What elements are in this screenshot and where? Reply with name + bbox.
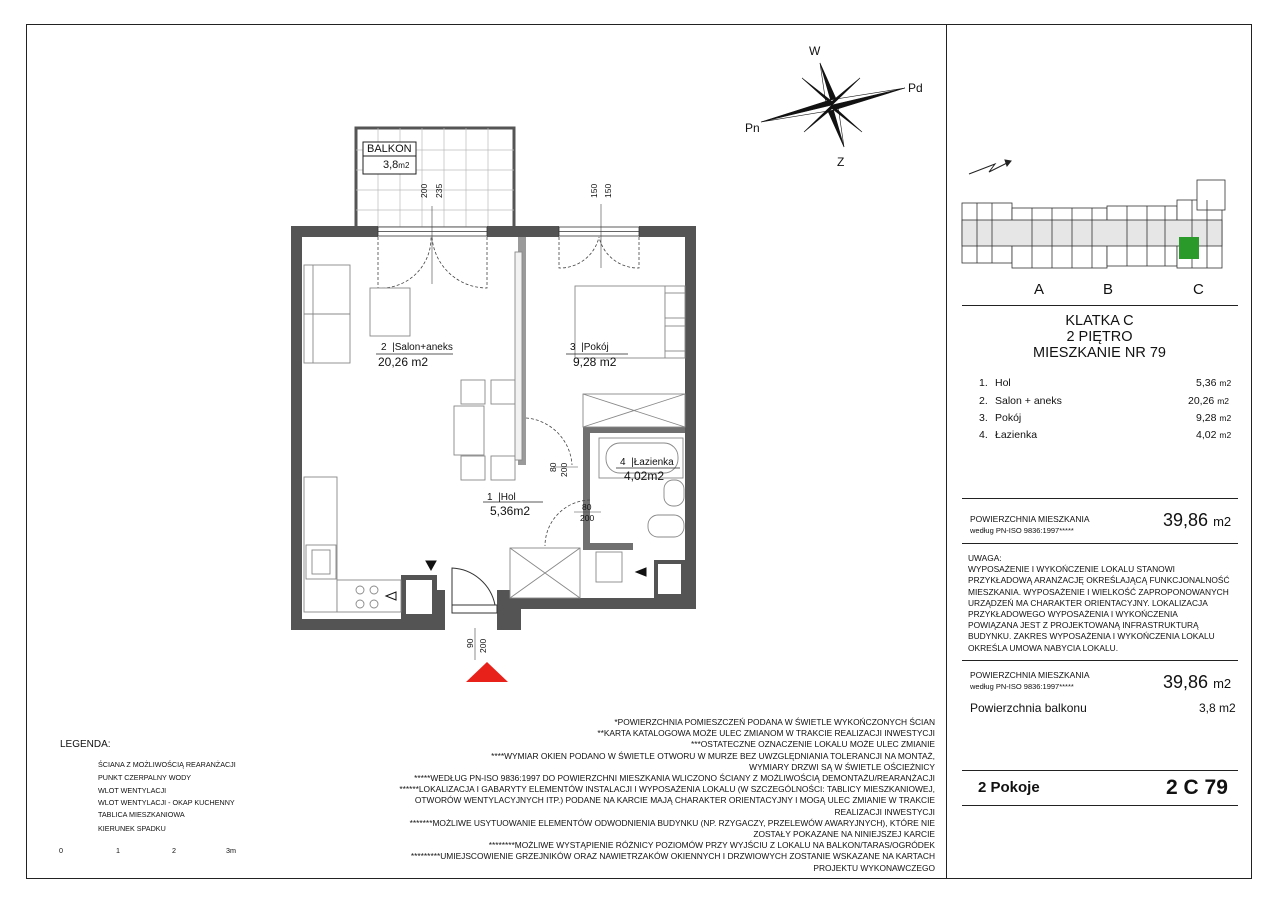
uwaga-note — [968, 553, 1248, 654]
scale-tick: 3m — [226, 846, 236, 855]
legend-item: PUNKT CZERPALNY WODY — [98, 773, 192, 782]
room-list-num: 1. — [979, 377, 988, 389]
room-list-name: Salon + aneks — [995, 395, 1062, 407]
legend-item: WLOT WENTYLACJI — [98, 786, 167, 795]
uwaga-line: WYPOSAŻENIE I WYKOŃCZENIE LOKALU STANOWI — [968, 564, 1175, 575]
dim-hol-door-a: 80 — [548, 462, 558, 472]
entry-door — [452, 568, 497, 613]
balcony-area-label: Powierzchnia balkonu — [970, 701, 1087, 715]
uwaga-line: PRZYKŁADOWEGO WYPOSAŻENIA I WYKOŃCZENIA — [968, 609, 1178, 620]
footnote: *POWIERZCHNIA POMIESZCZEŃ PODANA W ŚWIETLE WYKOŃCZONYCH ŚCIAN — [614, 717, 935, 727]
footnote: OTWORÓW WENTYLACYJNYCH ITP.) PODANE NA KARCIE MAJĄ CHARAKTER ORIENTACYJNY I MOGĄ ULEC ZMIANIE W TRAKCIE — [414, 795, 935, 806]
dim-bath-door-a: 80 — [582, 502, 592, 512]
key-plan — [947, 140, 1252, 310]
footnotes — [375, 717, 935, 874]
unit-header — [947, 313, 1252, 361]
section-b: B — [1103, 281, 1114, 298]
footnote: REALIZACJI INWESTYCJI — [834, 806, 935, 817]
footnote: ******LOKALIZACJA I GABARYTY ELEMENTÓW INSTALACJI I WYPOSAŻENIA LOKALU (W SZCZEGÓLNOŚCI: TABLICY MIESZKANIOWEJ, — [399, 784, 935, 795]
uwaga-title: UWAGA: — [968, 553, 1002, 563]
rooms-count: 2 Pokoje — [978, 779, 1040, 796]
room-list-name: Łazienka — [995, 429, 1038, 441]
footnote: ***OSTATECZNE OZNACZENIE LOKALU MOŻE ULEC ZMIANIE — [691, 739, 935, 750]
uwaga-line: OKREŚLA UMOWA NABYCIA LOKALU. — [968, 642, 1119, 653]
room-list-name: Hol — [995, 377, 1011, 389]
footnote: ****WYMIAR OKIEN PODANO W ŚWIETLE OTWORU W MURZE BEZ UWZGLĘDNIANIA TOLERANCJI NA MONTAŻ, — [491, 750, 935, 761]
footnote: ********MOŻLIWE WYSTĄPIENIE RÓŻNICY POZIOMÓW PRZY WYJŚCIU Z LOKALU NA BALKON/TARAS/OGRÓDEK — [488, 840, 935, 851]
footnote: *******MOŻLIWE USYTUOWANIE ELEMENTÓW ODWODNIENIA BUDYNKU (NP. RZYGACZY, PRZELEWÓW AWARYJNYCH), KTÓRE NIE — [409, 817, 935, 828]
footnote: WYMIARY DRZWI SĄ W ŚWIETLE OŚCIEŻNICY — [749, 761, 935, 772]
room-label-pokoj: 3 |Pokój — [570, 342, 609, 353]
uwaga-line: PRZYKŁADOWĄ ARANŻACJĘ OKREŚLAJĄCĄ FUNKCJONALNOŚĆ — [968, 575, 1230, 586]
unit-highlight — [1179, 237, 1199, 259]
header-line: 2 PIĘTRO — [1066, 329, 1133, 345]
legend-item: KIERUNEK SPADKU — [98, 824, 166, 833]
uwaga-line: MIESZKANIA. WYPOSAŻENIE I WIELKOŚĆ ZAPROPONOWANYCH — [968, 586, 1229, 597]
room-list-area: 9,28 m2 — [1196, 412, 1232, 424]
unit-code: 2 C 79 — [1166, 776, 1228, 799]
footnote: *****WEDŁUG PN-ISO 9836:1997 DO POWIERZCHNI MIESZKANIA WLICZONO ŚCIANY Z MOŻLIWOŚCIĄ DEMONTAŻU/REARANŻACJI — [414, 773, 935, 784]
room-label-hol: 1 |Hol — [487, 492, 516, 503]
room-list-num: 2. — [979, 395, 988, 407]
footnote: ZOSTAŁY POKAZANE NA NINIEJSZEJ KARCIE — [753, 829, 935, 840]
balcony-area: 3,8m2 — [383, 159, 410, 171]
dim-hol-door-b: 200 — [559, 462, 569, 477]
section-a: A — [1034, 281, 1045, 298]
dim-window-b: 150 — [603, 183, 613, 198]
room-list-num: 3. — [979, 412, 988, 424]
dim-entry-b: 200 — [478, 638, 488, 653]
room-list-name: Pokój — [995, 412, 1022, 424]
legend-item: TABLICA MIESZKANIOWA — [98, 810, 185, 819]
dim-balcony-a: 200 — [419, 183, 429, 198]
legend-item: ŚCIANA Z MOŻLIWOŚCIĄ REARANŻACJI — [98, 760, 236, 769]
compass-w: Pn — [745, 121, 760, 135]
area-value: 39,86 m2 — [1163, 510, 1232, 530]
footnote: *********UMIEJSCOWIENIE GRZEJNIKÓW ORAZ NAWIETRZAKÓW OKIENNYCH I DRZWIOWYCH ZOSTANIE WSKAZANE NA KARTACH — [410, 851, 935, 862]
room-area-lazienka: 4,02m2 — [624, 469, 665, 483]
uwaga-line: BUDYNKU. ZAKRES WYPOSAŻENIA I WYKOŃCZENIA LOKALU — [968, 631, 1215, 642]
uwaga-line: POWIĄZANA JEST Z PROJEKTOWANĄ INFRASTRUKTURĄ — [968, 620, 1199, 631]
scale-tick: 0 — [59, 846, 63, 855]
scale-tick: 2 — [172, 846, 176, 855]
section-c: C — [1193, 281, 1204, 298]
balcony-label: BALKON — [367, 143, 412, 155]
legend-title: LEGENDA: — [60, 739, 111, 750]
room-list-area: 20,26 m2 — [1188, 395, 1230, 407]
legend-item: WLOT WENTYLACJI - OKAP KUCHENNY — [98, 798, 235, 807]
scale-tick: 1 — [116, 846, 120, 855]
dim-window-a: 150 — [589, 183, 599, 198]
dim-balcony-b: 235 — [434, 183, 444, 198]
dim-entry-a: 90 — [465, 638, 475, 648]
compass-rose — [761, 63, 905, 147]
footnote: PROJEKTU WYKONAWCZEGO — [813, 862, 935, 873]
room-label-lazienka: 4 |Łazienka — [620, 457, 674, 468]
room-area-hol: 5,36m2 — [490, 504, 531, 518]
area-sub: według PN-ISO 9836:1997***** — [970, 682, 1074, 691]
dim-bath-door-b: 200 — [580, 513, 595, 523]
room-area-salon: 20,26 m2 — [378, 355, 429, 369]
room-label-salon: 2 |Salon+aneks — [381, 342, 453, 353]
area-label: POWIERZCHNIA MIESZKANIA — [970, 514, 1090, 524]
header-line: MIESZKANIE NR 79 — [1033, 345, 1166, 361]
entry-arrow-icon — [466, 662, 508, 682]
balcony-area-value: 3,8 m2 — [1199, 701, 1236, 715]
area-value: 39,86 m2 — [1163, 672, 1232, 692]
compass-e: Pd — [908, 81, 923, 95]
area-sub: według PN-ISO 9836:1997***** — [970, 526, 1074, 535]
room-list-area: 4,02 m2 — [1196, 429, 1232, 441]
compass-s: Z — [837, 155, 845, 169]
area-label: POWIERZCHNIA MIESZKANIA — [970, 670, 1090, 680]
compass-n: W — [809, 44, 821, 58]
uwaga-line: URZĄDZEŃ MA CHARAKTER ORIENTACYJNY. LOKALIZACJA — [968, 597, 1208, 608]
room-list-num: 4. — [979, 429, 988, 441]
footnote: **KARTA KATALOGOWA MOŻE ULEC ZMIANOM W TRAKCIE REALIZACJI INWESTYCJI — [597, 728, 935, 739]
header-line: KLATKA C — [1065, 313, 1134, 329]
room-area-pokoj: 9,28 m2 — [573, 355, 617, 369]
room-list-area: 5,36 m2 — [1196, 377, 1232, 389]
